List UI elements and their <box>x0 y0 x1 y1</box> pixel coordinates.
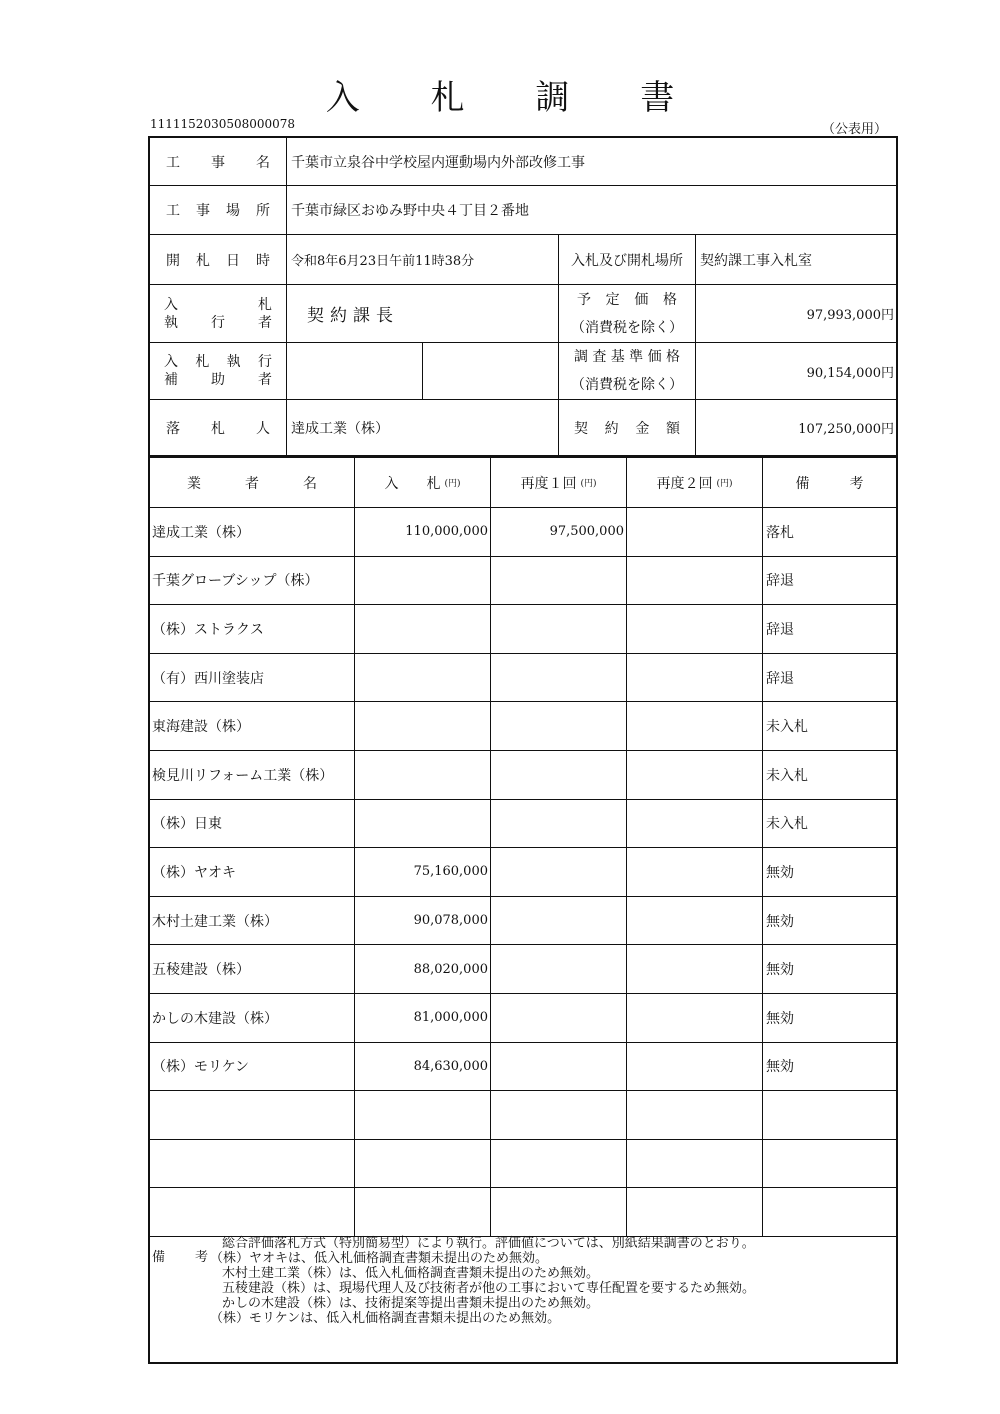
table-cell-bid: 81,000,000 <box>355 994 491 1043</box>
label-char: 行 <box>257 354 272 370</box>
yen-unit: (円) <box>716 479 733 489</box>
label-char: 金 <box>635 420 650 437</box>
remark-line: 五稜建設（株）は、現場代理人及び技術者が他の工事において専任配置を要するため無効。 <box>222 1281 756 1296</box>
table-cell-rebid1 <box>491 945 627 994</box>
table-cell-company: （株）ストラクス <box>150 605 355 654</box>
table-cell-company <box>150 1188 355 1237</box>
table-cell-remark: 未入札 <box>763 751 896 800</box>
table-cell-rebid1 <box>491 1091 627 1140</box>
col-remarks-header <box>763 458 896 508</box>
project-site-label <box>150 186 287 235</box>
label-char: 入 <box>384 475 399 492</box>
col-rebid2-label: 再度２回 <box>656 475 713 492</box>
table-cell-rebid1 <box>491 1140 627 1189</box>
project-name-label <box>150 138 287 186</box>
label-char: 執 <box>226 354 241 370</box>
remark-line: （株）モリケンは、低入札価格調査書類未提出のため無効。 <box>210 1311 561 1326</box>
opening-label <box>150 235 287 285</box>
table-cell-remark: 辞退 <box>763 654 896 703</box>
label-char: 執 <box>164 314 178 331</box>
table-cell-bid: 88,020,000 <box>355 945 491 994</box>
table-cell-rebid2 <box>627 1091 763 1140</box>
label-char: 行 <box>211 314 225 331</box>
label-char: 備 <box>152 1250 166 1265</box>
table-cell-remark: 辞退 <box>763 605 896 654</box>
table-cell-company: 木村土建工業（株） <box>150 897 355 946</box>
table-cell-rebid1 <box>491 1188 627 1237</box>
winner: 達成工業（株） <box>287 400 559 456</box>
col-company-header <box>150 458 355 508</box>
label-char: 考 <box>194 1250 208 1265</box>
label-char: 者 <box>258 372 272 388</box>
table-cell-rebid1 <box>491 1043 627 1092</box>
table-cell-company: 東海建設（株） <box>150 702 355 751</box>
table-cell-bid: 90,078,000 <box>355 897 491 946</box>
label-char: 業 <box>187 475 201 492</box>
label-char: 時 <box>256 252 270 269</box>
label-char: 予 <box>577 291 591 308</box>
label-char: 定 <box>605 291 620 308</box>
table-cell-rebid1 <box>491 800 627 849</box>
label-char: 入 <box>164 354 178 370</box>
table-cell-rebid2 <box>627 751 763 800</box>
table-cell-rebid1 <box>491 702 627 751</box>
table-cell-company: 達成工業（株） <box>150 508 355 557</box>
label-char: 場 <box>226 203 240 219</box>
table-cell-bid <box>355 654 491 703</box>
label-char: 所 <box>256 203 270 219</box>
table-cell-bid <box>355 1188 491 1237</box>
label-char: 補 <box>164 372 178 388</box>
table-cell-rebid2 <box>627 945 763 994</box>
table-cell-rebid2 <box>627 508 763 557</box>
table-cell-rebid2 <box>627 702 763 751</box>
table-cell-rebid1 <box>491 897 627 946</box>
table-cell-bid <box>355 751 491 800</box>
table-cell-rebid2 <box>627 1043 763 1092</box>
label-char: 日 <box>226 252 240 269</box>
project-site: 千葉市緑区おゆみ野中央４丁目２番地 <box>287 186 896 235</box>
label-char: 入 <box>164 296 178 313</box>
remark-line: かしの木建設（株）は、技術提案等提出書類未提出のため無効。 <box>222 1296 600 1311</box>
label-char: 価 <box>634 291 649 308</box>
label-char: 名 <box>303 475 317 492</box>
table-cell-remark: 無効 <box>763 1043 896 1092</box>
label-char: 基 <box>610 349 625 365</box>
table-cell-bid <box>355 557 491 606</box>
table-cell-remark: 未入札 <box>763 702 896 751</box>
survey-price-label <box>559 343 696 400</box>
label-char: 助 <box>211 372 225 388</box>
table-cell-remark: 無効 <box>763 994 896 1043</box>
table-cell-rebid2 <box>627 605 763 654</box>
remarks-section <box>150 1234 896 1362</box>
table-cell-bid <box>355 800 491 849</box>
tax-excluded-note: （消費税を除く） <box>571 319 683 336</box>
planned-price: 97,993,000円 <box>696 285 896 343</box>
table-cell-company: 五稜建設（株） <box>150 945 355 994</box>
table-cell-company: （株）ヤオキ <box>150 848 355 897</box>
label-char: 価 <box>647 349 662 365</box>
label-char: 格 <box>665 349 680 365</box>
table-cell-rebid1 <box>491 557 627 606</box>
table-cell-remark: 辞退 <box>763 557 896 606</box>
col-rebid1-label: 再度１回 <box>520 475 577 492</box>
table-cell-remark: 無効 <box>763 897 896 946</box>
label-char: 考 <box>849 475 864 492</box>
label-char: 事 <box>196 203 210 219</box>
project-name: 千葉市立泉谷中学校屋内運動場内外部改修工事 <box>287 138 896 186</box>
assistant-2 <box>423 343 559 400</box>
table-cell-rebid1 <box>491 751 627 800</box>
col-rebid1-header <box>491 458 627 508</box>
table-cell-bid <box>355 1140 491 1189</box>
table-cell-company: （株）モリケン <box>150 1043 355 1092</box>
table-cell-company: （有）西川塗装店 <box>150 654 355 703</box>
table-cell-bid <box>355 702 491 751</box>
assistant-1 <box>287 343 423 400</box>
contract-amount-label <box>559 400 696 456</box>
assistant-label <box>150 343 287 400</box>
table-cell-remark: 無効 <box>763 848 896 897</box>
public-label: （公表用） <box>821 122 887 137</box>
tax-excluded-note: （消費税を除く） <box>571 377 683 393</box>
label-char: 名 <box>256 154 270 171</box>
label-char: 工 <box>166 203 180 219</box>
table-cell-rebid2 <box>627 800 763 849</box>
table-cell-rebid2 <box>627 897 763 946</box>
table-cell-bid: 84,630,000 <box>355 1043 491 1092</box>
label-char: 人 <box>256 420 270 437</box>
table-cell-rebid2 <box>627 994 763 1043</box>
document-title: 入 札 調 書 <box>325 78 705 118</box>
venue-label: 入札及び開札場所 <box>559 235 696 285</box>
label-char: 額 <box>665 420 680 437</box>
executor: 契約課長 <box>287 285 559 343</box>
label-char: 査 <box>592 349 607 365</box>
table-cell-rebid2 <box>627 848 763 897</box>
executor-label <box>150 285 287 343</box>
remarks-label <box>152 1250 208 1265</box>
winner-label <box>150 400 287 456</box>
table-cell-company: 千葉グローブシップ（株） <box>150 557 355 606</box>
table-cell-company: かしの木建設（株） <box>150 994 355 1043</box>
bid-record-form <box>148 136 898 1364</box>
table-cell-rebid2 <box>627 654 763 703</box>
table-cell-remark <box>763 1140 896 1189</box>
contract-amount: 107,250,000円 <box>696 400 896 456</box>
table-cell-rebid1 <box>491 654 627 703</box>
table-cell-rebid1: 97,500,000 <box>491 508 627 557</box>
remark-line: 総合評価落札方式（特別簡易型）により執行。評価値については、別紙結果調書のとおり。 <box>222 1236 755 1251</box>
label-char: 札 <box>258 296 272 313</box>
table-cell-rebid1 <box>491 848 627 897</box>
table-cell-rebid1 <box>491 994 627 1043</box>
label-char: 事 <box>211 154 225 171</box>
label-char: 者 <box>258 314 272 331</box>
table-cell-bid <box>355 605 491 654</box>
table-cell-rebid2 <box>627 1140 763 1189</box>
label-char: 札 <box>211 420 225 437</box>
table-cell-company <box>150 1140 355 1189</box>
table-cell-rebid1 <box>491 605 627 654</box>
label-char: 備 <box>795 475 810 492</box>
remark-line: 木村土建工業（株）は、低入札価格調査書類未提出のため無効。 <box>222 1266 600 1281</box>
label-char: 調 <box>574 349 588 365</box>
col-bid-header <box>355 458 491 508</box>
table-cell-company: （株）日東 <box>150 800 355 849</box>
remark-line: （株）ヤオキは、低入札価格調査書類未提出のため無効。 <box>210 1251 549 1266</box>
label-char: 札 <box>195 354 210 370</box>
label-char: 約 <box>604 420 619 437</box>
table-cell-company: 検見川リフォーム工業（株） <box>150 751 355 800</box>
yen-unit: (円) <box>580 479 597 489</box>
planned-price-label <box>559 285 696 343</box>
table-cell-bid: 75,160,000 <box>355 848 491 897</box>
label-char: 落 <box>166 420 180 437</box>
label-char: 札 <box>426 475 441 492</box>
label-char: 者 <box>245 475 259 492</box>
table-cell-remark <box>763 1091 896 1140</box>
table-cell-remark: 落札 <box>763 508 896 557</box>
label-char: 工 <box>166 154 180 171</box>
table-cell-rebid2 <box>627 557 763 606</box>
label-char: 札 <box>196 252 210 269</box>
table-cell-bid: 110,000,000 <box>355 508 491 557</box>
table-cell-rebid2 <box>627 1188 763 1237</box>
venue: 契約課工事入札室 <box>696 235 896 285</box>
survey-price: 90,154,000円 <box>696 343 896 400</box>
table-cell-company <box>150 1091 355 1140</box>
label-char: 開 <box>166 252 180 269</box>
document-number: 1111152030508000078 <box>150 117 296 131</box>
table-cell-remark: 未入札 <box>763 800 896 849</box>
table-cell-remark: 無効 <box>763 945 896 994</box>
yen-unit: (円) <box>444 479 461 489</box>
table-cell-bid <box>355 1091 491 1140</box>
label-char: 格 <box>662 291 677 308</box>
opening-datetime: 令和8年6月23日午前11時38分 <box>287 235 559 285</box>
label-char: 準 <box>629 349 644 365</box>
label-char: 契 <box>574 420 588 437</box>
remarks-lines <box>210 1236 756 1326</box>
col-rebid2-header <box>627 458 763 508</box>
table-cell-remark <box>763 1188 896 1237</box>
